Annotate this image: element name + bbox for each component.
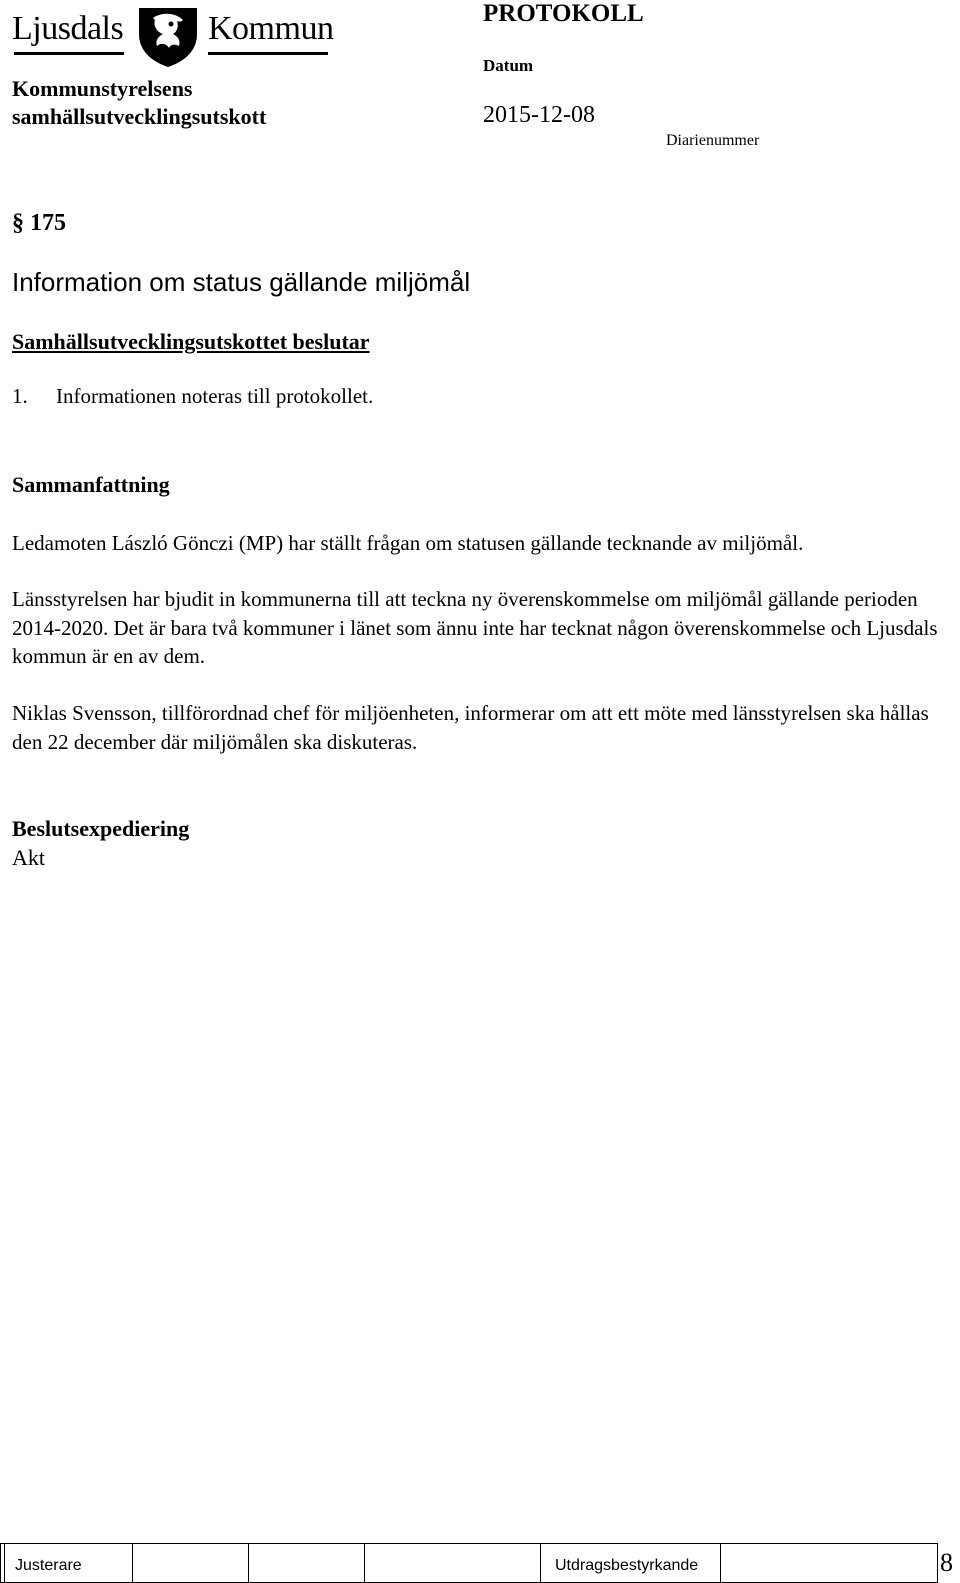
summary-paragraph-1: Ledamoten László Gönczi (MP) har ställt frågan om statusen gällande tecknande av miljömål.	[12, 531, 804, 555]
footer-signature-cell	[132, 1544, 248, 1582]
date-label: Datum	[483, 56, 534, 75]
decision-heading: Samhällsutvecklingsutskottet beslutar	[12, 329, 370, 354]
footer-cell-justerare	[4, 1544, 132, 1582]
summary-paragraph-2: Länsstyrelsen har bjudit in kommunerna till att teckna ny överenskommelse om miljömål gällande perioden 2014-2020. Det är bara två kommuner i länet som ännu inte har tecknat någon överenskommelse och Ljusdals kommun är en av dem.	[12, 587, 938, 668]
logo-underline-right	[208, 52, 328, 55]
dispatch-recipient: Akt	[12, 845, 45, 870]
summary-heading: Sammanfattning	[12, 472, 170, 497]
page-number: 8	[940, 1548, 953, 1577]
date-value: 2015-12-08	[483, 102, 595, 128]
coat-of-arms-icon	[133, 4, 203, 68]
footer-signature-cell	[720, 1544, 938, 1582]
page-title: Information om status gällande miljömål	[12, 267, 471, 297]
paragraph-number: § 175	[12, 210, 66, 236]
committee-name-line2: samhällsutvecklingsutskott	[12, 104, 267, 129]
decision-item-text: Informationen noteras till protokollet.	[56, 384, 374, 408]
municipality-logo	[12, 2, 332, 68]
footer-signature-cell	[364, 1544, 540, 1582]
logo-text-kommun: Kommun	[208, 10, 334, 47]
summary-paragraph-3: Niklas Svensson, tillförordnad chef för miljöenheten, informerar om att ett möte med länsstyrelsen ska hållas den 22 december där miljömålen ska diskuteras.	[12, 701, 929, 754]
decision-item	[12, 384, 373, 409]
logo-text-ljusdals: Ljusdals	[12, 10, 124, 47]
footer-signature-cell	[248, 1544, 364, 1582]
document-type: PROTOKOLL	[483, 0, 644, 27]
dispatch-heading: Beslutsexpediering	[12, 816, 190, 841]
decision-item-number: 1.	[12, 384, 28, 408]
justerare-label: Justerare	[15, 1557, 82, 1574]
signature-footer	[0, 1543, 938, 1583]
committee-name-line1: Kommunstyrelsens	[12, 76, 193, 101]
footer-cell-utdragsbestyrkande	[540, 1544, 720, 1582]
diarienummer-label: Diarienummer	[666, 132, 760, 149]
utdragsbestyrkande-label: Utdragsbestyrkande	[555, 1557, 699, 1574]
logo-underline-left	[14, 52, 124, 55]
